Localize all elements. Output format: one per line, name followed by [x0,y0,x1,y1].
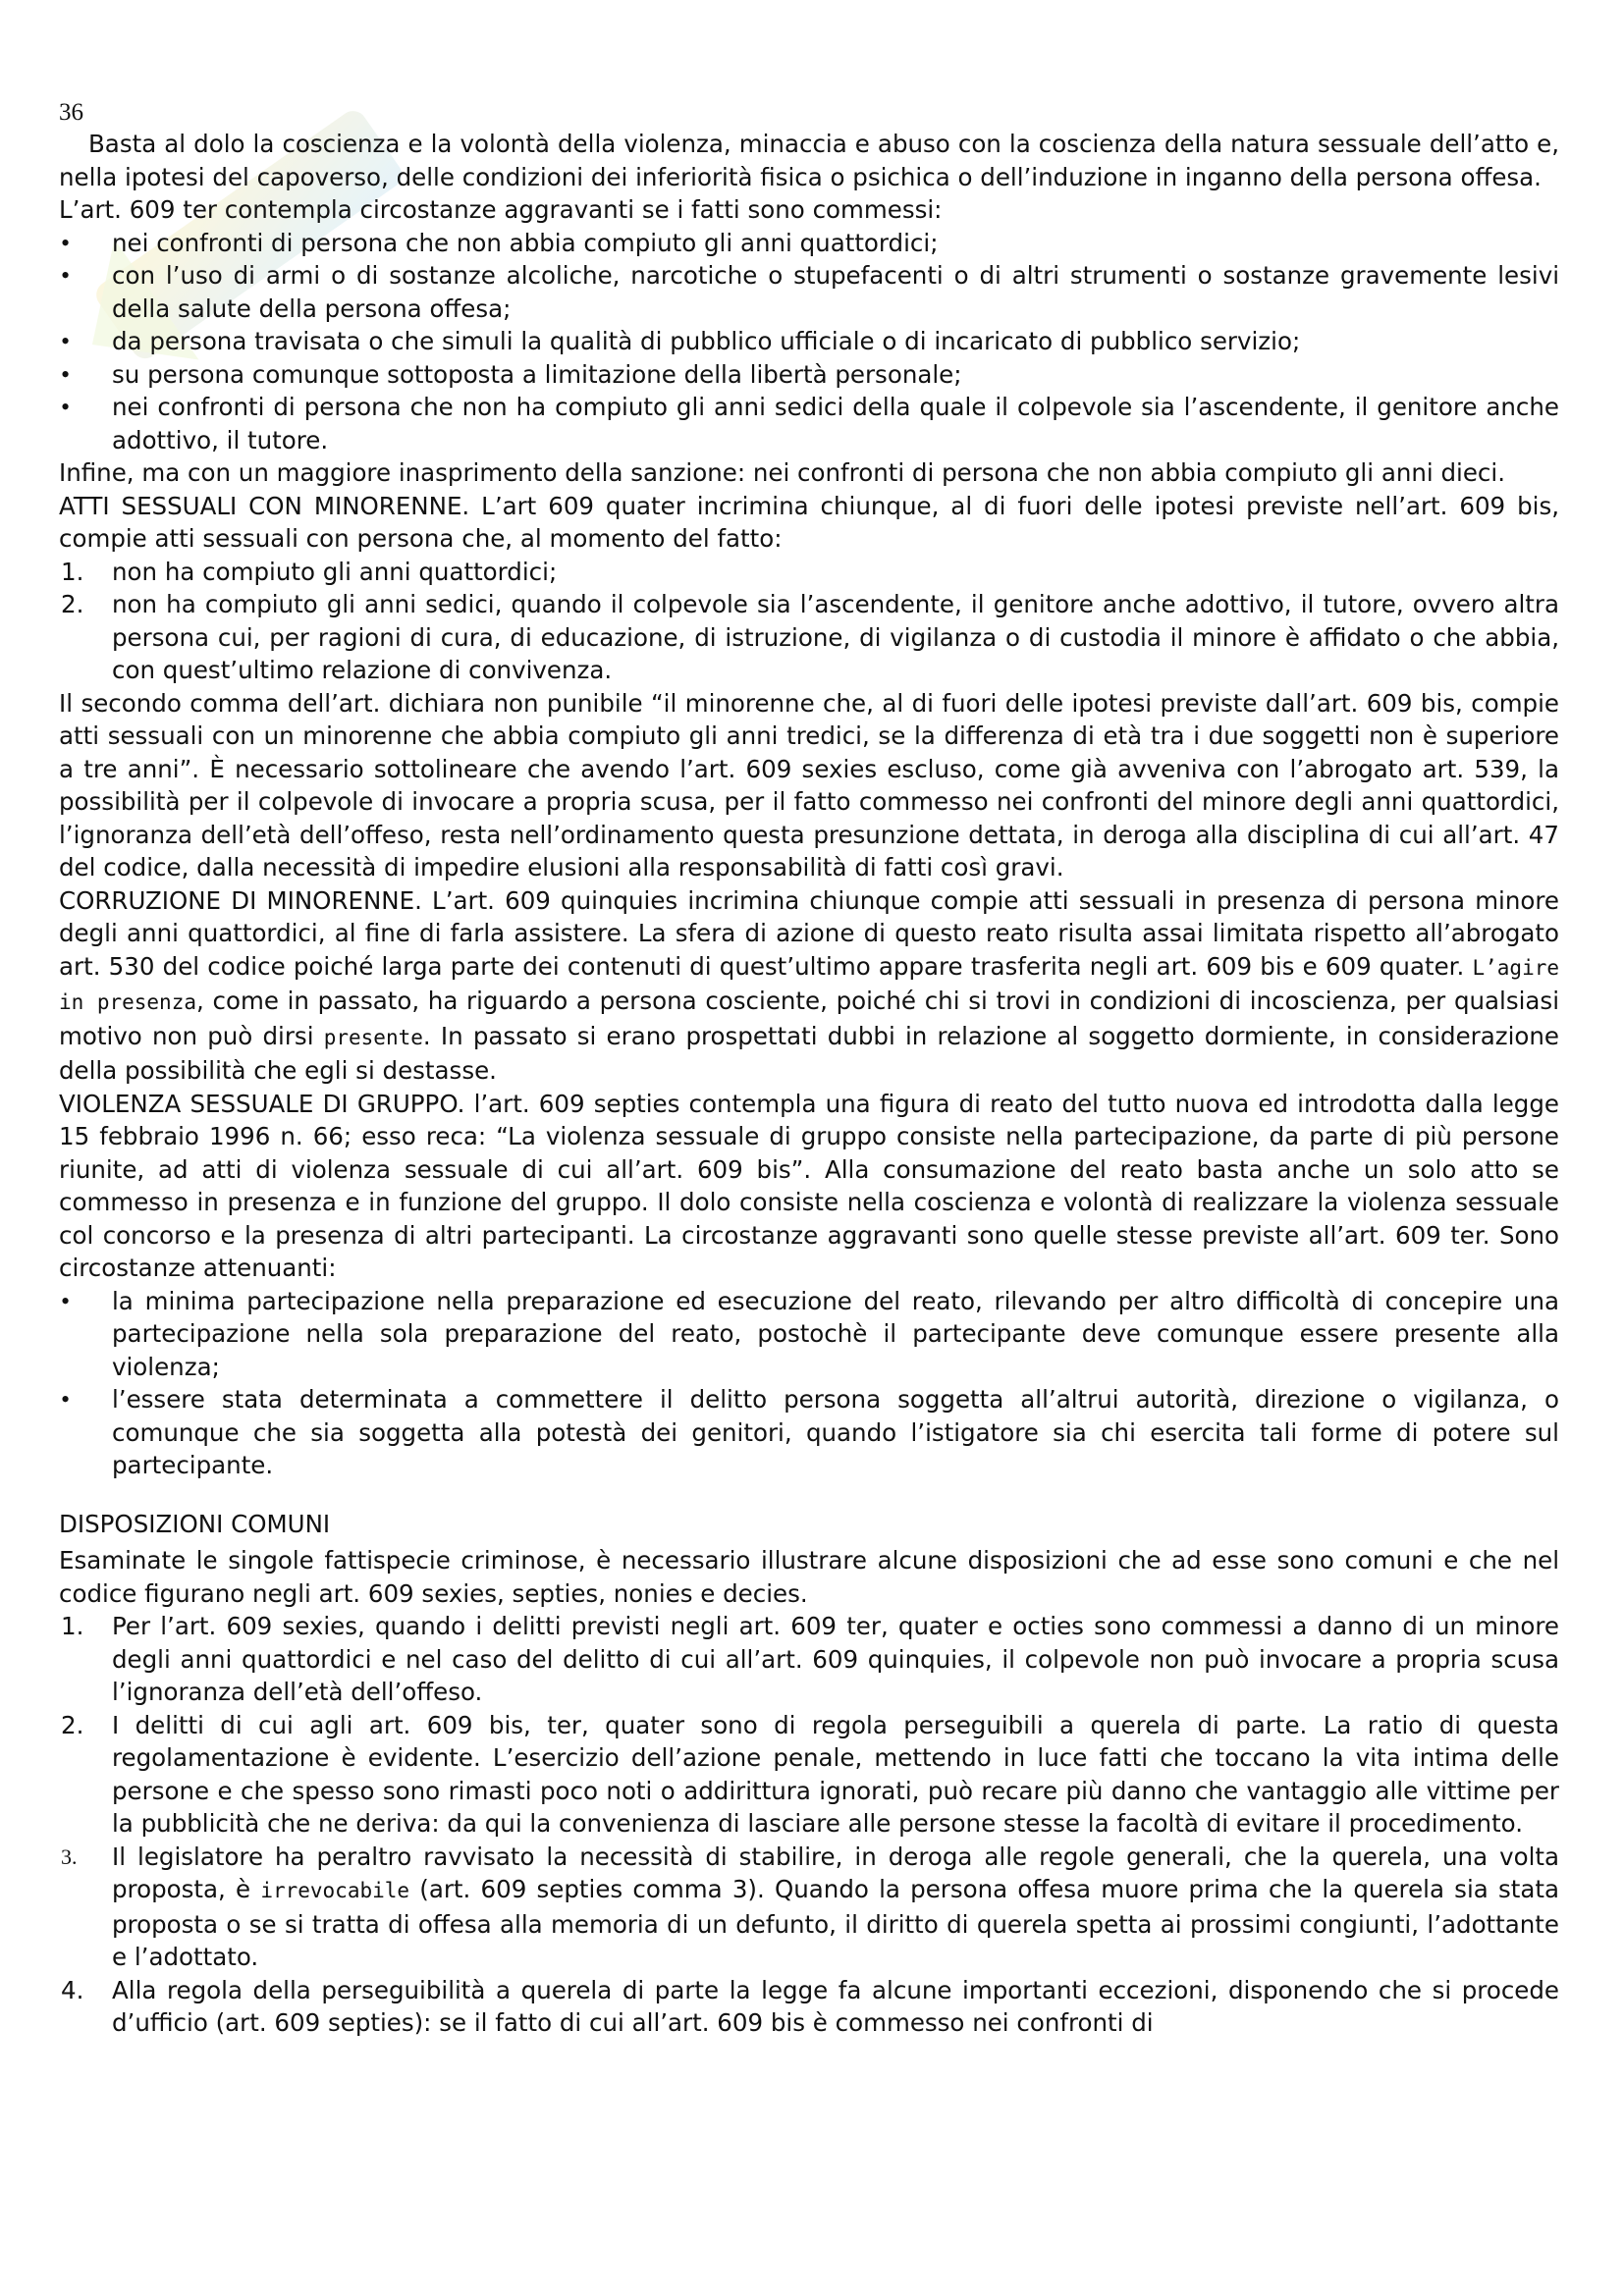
list-number: 1. [61,1612,84,1640]
list-item: • l’essere stata determinata a commettere il delitto persona soggetta all’altrui autorità, direzione o vigilanza, o comunque che sia soggetta alla potestà dei genitori, quando l’istigatore sia chi esercita tali forme di potere sul partecipante. [59,1383,1559,1482]
list-item-text: (art. 609 septies comma 3). Quando la persona offesa muore prima che la querela sia stata proposta o se si tratta di offesa alla memoria di un defunto, il diritto di querela spetta ai prossimi congiunti, l’adottante e l’adottato. [112,1875,1559,1971]
list-item: • nei confronti di persona che non ha compiuto gli anni sedici della quale il colpevole sia l’ascendente, il genitore anche adottivo, il tutore. [59,391,1559,456]
emphasis-span: presente [323,1025,423,1049]
list-item [59,1974,1559,2040]
list-item: • nei confronti di persona che non abbia compiuto gli anni quattordici; [59,227,1559,260]
list-item-text: I delitti di cui agli art. 609 bis, ter, quater sono di regola perseguibili a querela di parte. La ratio di questa regolamentazione è evidente. L’esercizio dell’azione penale, mettendo in luce fatti che toccano la vita intima delle persone e che spesso sono rimasti poco noti o addirittura ignorati, può recare più danno che vantaggio alle vittime per la pubblicità che ne deriva: da qui la convenienza di lasciare alle persone stesse la facoltà di evitare il procedimento. [112,1710,1559,1838]
list-number: 4. [61,1975,84,2004]
list-item [59,1841,1559,1974]
list-item-text: non ha compiuto gli anni sedici, quando il colpevole sia l’ascendente, il genitore anche adottivo, il tutore, ovvero altra persona cui, per ragioni di cura, di educazione, di istruzione, di vigilanza o di custodia il minore è affidato o che abbia, con quest’ultimo relazione di convivenza. [112,590,1559,684]
list-item: • la minima partecipazione nella preparazione ed esecuzione del reato, rilevando per altro difficoltà di concepire una partecipazione nella sola preparazione del reato, postochè il partecipante deve comunque essere presente alla violenza; [59,1285,1559,1384]
list-item-text: Per l’art. 609 sexies, quando i delitti previsti negli art. 609 ter, quater e octies sono commessi a danno di un minore degli anni quattordici e nel caso del delitto di cui all’art. 609 quinquies, il colpevole non può invocare a propria scusa l’ignoranza dell’età dell’offeso. [112,1612,1559,1706]
list-item [59,556,1559,589]
list-item-text: Alla regola della perseguibilità a querela di parte la legge fa alcune importanti eccezioni, disponendo che si procede d’ufficio (art. 609 septies): se il fatto di cui all’art. 609 bis è commesso nei confronti di [112,1975,1559,2037]
text-span: . In passato si erano prospettati dubbi in relazione al soggetto dormiente, in considerazione della possibilità che egli si destasse. [59,1021,1559,1085]
minorenne-list [59,556,1559,687]
emphasis-span: irrevocabile [260,1879,410,1902]
disposizioni-list [59,1610,1559,2040]
paragraph-inasprimento: Infine, ma con un maggiore inasprimento della sanzione: nei confronti di persona che non abbia compiuto gli anni dieci. [59,458,1505,487]
list-item: • con l’uso di armi o di sostanze alcoliche, narcotiche o stupefacenti o di altri strumenti o sostanze gravemente lesivi della salute della persona offesa; [59,259,1559,325]
attenuanti-list [59,1285,1559,1482]
list-item [59,1610,1559,1709]
section-heading: DISPOSIZIONI COMUNI [59,1509,331,1538]
list-item-text: Il legislatore ha peraltro ravvisato la necessità di stabilire, in deroga alle regole generali, che la querela, una volta proposta, è [112,1842,1559,1903]
text-span: CORRUZIONE DI MINORENNE. L’art. 609 quinquies incrimina chiunque compie atti sessuali in presenza di persona minore degli anni quattordici, al fine di farla assistere. La sfera di azione di questo reato risulta assai limitata rispetto all’abrogato art. 530 del codice poiché larga parte dei contenuti di quest’ultimo appare trasferita negli art. 609 bis e 609 quater. [59,885,1559,981]
paragraph-corruzione [59,884,1559,1088]
list-number: 2. [61,590,84,618]
list-item-text: non ha compiuto gli anni quattordici; [112,557,558,586]
list-number: 3. [61,1843,78,1869]
paragraph-aggravanti-intro: L’art. 609 ter contempla circostanze aggravanti se i fatti sono commessi: [59,195,943,224]
paragraph-secondo-comma: Il secondo comma dell’art. dichiara non punibile “il minorenne che, al di fuori delle ipotesi previste dall’art. 609 bis, compie atti sessuali con un minorenne che abbia compiuto gli anni tredici, se la differenza di età tra i due soggetti non è superiore a tre anni”. È necessario sottolineare che avendo l’art. 609 sexies escluso, come già avveniva con l’abrogato art. 539, la possibilità per il colpevole di invocare a propria scusa, per il fatto commesso nei confronti del minore degli anni quattordici, l’ignoranza dell’età dell’offeso, resta nell’ordinamento questa presunzione dettata, in deroga alla disciplina di cui all’art. 47 del codice, dalla necessità di impedire elusioni alla responsabilità di fatti così gravi. [59,688,1559,881]
list-item [59,1709,1559,1841]
paragraph-violenza-gruppo: VIOLENZA SESSUALE DI GRUPPO. l’art. 609 septies contempla una figura di reato del tutto nuova ed introdotta dalla legge 15 febbraio 1996 n. 66; esso reca: “La violenza sessuale di gruppo consiste nella partecipazione, da parte di più persone riunite, ad atti di violenza sessuale di cui all’art. 609 bis”. Alla consumazione del reato basta anche un solo atto se commesso in presenza e in funzione del gruppo. Il dolo consiste nella coscienza e volontà di realizzare la violenza sessuale col concorso e la presenza di altri partecipanti. La circostanze aggravanti sono quelle stesse previste all’art. 609 ter. Sono circostanze attenuanti: [59,1089,1559,1282]
list-item [59,588,1559,687]
document-page [59,98,1559,2040]
emphasis-span: L’agire in presenza [59,955,1560,1014]
aggravanti-list [59,227,1559,457]
text-span: , come in passato, ha riguardo a persona cosciente, poiché chi si trovi in condizioni di incoscienza, per qualsiasi motivo non può dirsi [59,987,1559,1050]
list-item: • da persona travisata o che simuli la qualità di pubblico ufficiale o di incaricato di pubblico servizio; [59,325,1559,358]
page-number: 36 [59,99,83,126]
paragraph-atti-minorenne: ATTI SESSUALI CON MINORENNE. L’art 609 quater incrimina chiunque, al di fuori delle ipotesi previste nell’art. 609 bis, compie atti sessuali con persona che, al momento del fatto: [59,491,1559,553]
paragraph-dolo: Basta al dolo la coscienza e la volontà della violenza, minaccia e abuso con la coscienza della natura sessuale dell’atto e, nella ipotesi del capoverso, delle condizioni dei inferiorità fisica o psichica o dell’induzione in inganno della persona offesa. [59,130,1559,191]
list-number: 1. [61,557,84,586]
list-number: 2. [61,1710,84,1739]
list-item: • su persona comunque sottoposta a limitazione della libertà personale; [59,358,1559,392]
paragraph-disposizioni-intro: Esaminate le singole fattispecie criminose, è necessario illustrare alcune disposizioni che ad esse sono comuni e che nel codice figurano negli art. 609 sexies, septies, nonies e decies. [59,1546,1559,1608]
